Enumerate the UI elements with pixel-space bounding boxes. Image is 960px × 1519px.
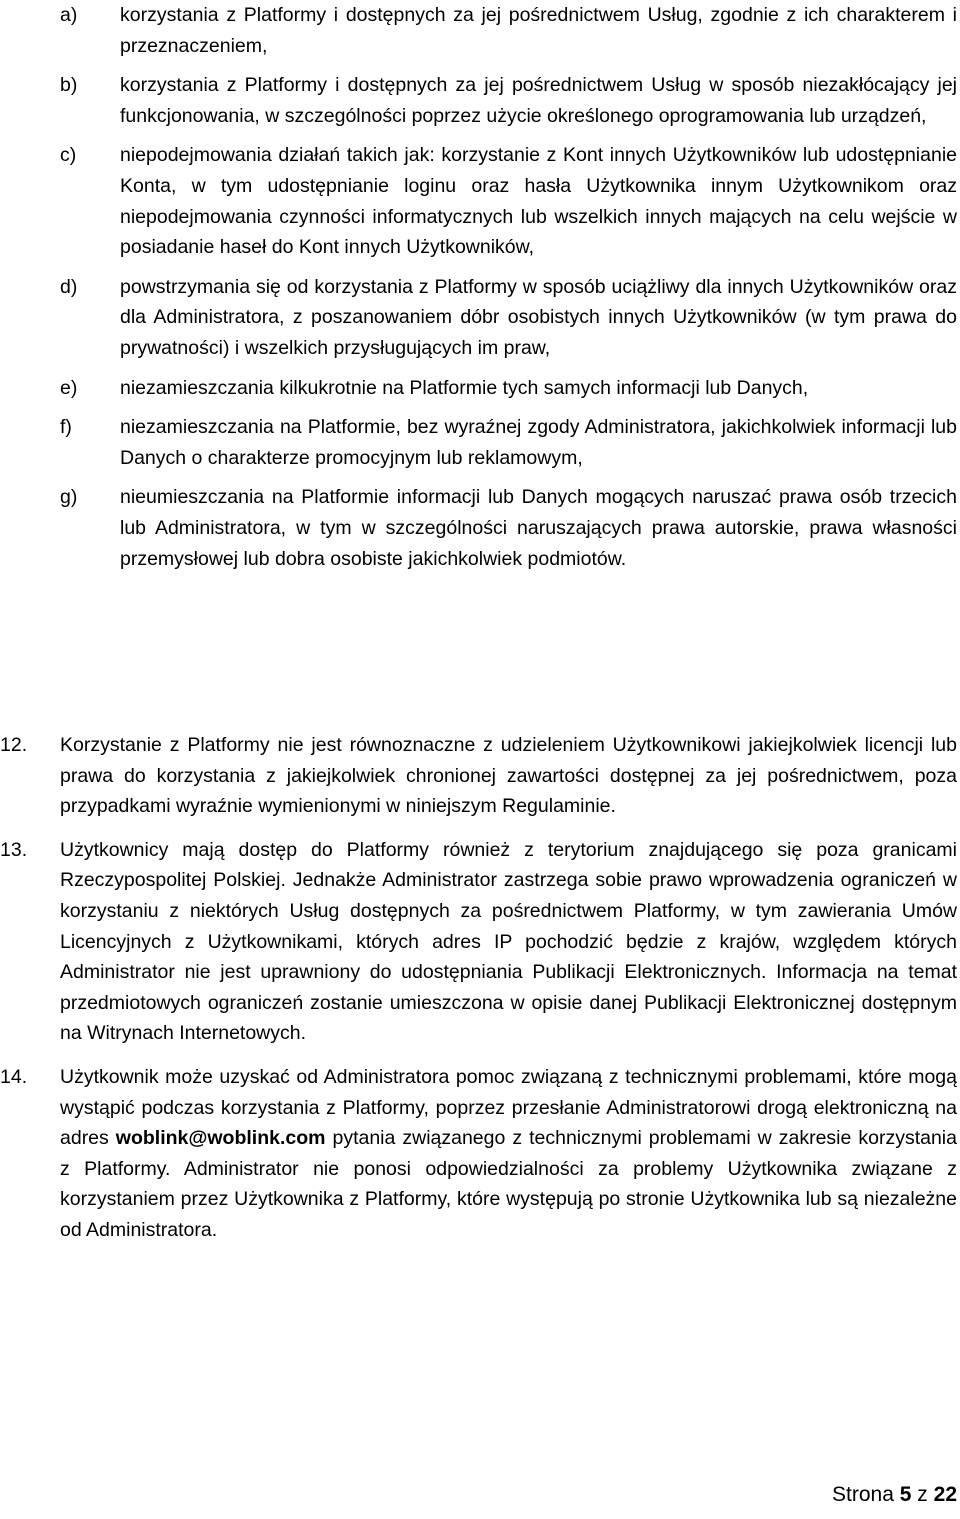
section-number: 14. bbox=[0, 1065, 28, 1088]
list-item-g bbox=[60, 482, 957, 574]
list-item-text: niezamieszczania kilkukrotnie na Platformie tych samych informacji lub Danych, bbox=[120, 376, 809, 399]
list-item-b bbox=[60, 70, 957, 131]
section-number: 13. bbox=[0, 838, 28, 861]
section-text: Korzystanie z Platformy nie jest równoznaczne z udzieleniem Użytkownikowi jakiejkolwiek licencji lub prawa do korzystania z jakiejkolwiek chronionej zawartości dostępnej za jej pośrednictwem, poza przypadkami wyraźnie wymienionymi w niniejszym Regulaminie. bbox=[60, 734, 957, 818]
section-text: Użytkownicy mają dostęp do Platformy również z terytorium znajdującego się poza granicami Rzeczypospolitej Polskiej. Jednakże Administrator zastrzega sobie prawo wprowadzenia ograniczeń w korzystaniu z niektórych Usług dostępnych za pośrednictwem Platformy, w tym zawierania Umów Licencyjnych z Użytkownikami, których adres IP pochodzić będzie z krajów, względem których Administrator nie jest uprawniony do udostępniania Publikacji Elektronicznych. Informacja na temat przedmiotowych ograniczeń zostanie umieszczona w opisie danej Publikacji Elektronicznej dostępnym na Witrynach Internetowych. bbox=[60, 838, 957, 1045]
section-12 bbox=[0, 730, 957, 822]
page-separator: z bbox=[917, 1483, 928, 1506]
list-marker: b) bbox=[60, 74, 78, 97]
list-item-text: powstrzymania się od korzystania z Platformy w sposób uciążliwy dla innych Użytkowników oraz dla Administratora, z poszanowaniem dóbr osobistych innych Użytkowników (w tym prawa do prywatności) i wszelkich przysługujących im praw, bbox=[120, 275, 957, 359]
page-label: Strona bbox=[832, 1483, 894, 1506]
list-marker: g) bbox=[60, 486, 78, 509]
list-item-a bbox=[60, 0, 957, 61]
numbered-list bbox=[0, 730, 957, 1259]
section-text-after: pytania związanego z technicznymi problemami w zakresie korzystania z Platformy. Administrator nie ponosi odpowiedzialności za problemy Użytkownika związane z korzystaniem przez Użytkownika z Platformy, które występują po stronie Użytkownika lub są niezależne od Administratora. bbox=[60, 1127, 957, 1241]
section-13 bbox=[0, 835, 957, 1049]
list-marker: f) bbox=[60, 416, 72, 439]
list-marker: a) bbox=[60, 4, 78, 26]
list-item-d bbox=[60, 272, 957, 364]
list-item-text: niezamieszczania na Platformie, bez wyraźnej zgody Administratora, jakichkolwiek informacji lub Danych o charakterze promocyjnym lub reklamowym, bbox=[120, 416, 957, 469]
list-item-text: korzystania z Platformy i dostępnych za jej pośrednictwem Usług, zgodnie z ich charakterem i przeznaczeniem, bbox=[120, 4, 957, 57]
section-number: 12. bbox=[0, 734, 28, 756]
section-14 bbox=[0, 1062, 957, 1246]
email-link[interactable]: woblink@woblink.com bbox=[115, 1127, 326, 1150]
total-page-number: 22 bbox=[933, 1483, 957, 1506]
list-marker: e) bbox=[60, 376, 78, 399]
list-marker: c) bbox=[60, 144, 77, 167]
list-item-e bbox=[60, 373, 957, 404]
list-item-f bbox=[60, 412, 957, 473]
current-page-number: 5 bbox=[899, 1483, 912, 1506]
lettered-list bbox=[60, 0, 957, 583]
page-number-footer bbox=[832, 1480, 957, 1510]
list-item-text: niepodejmowania działań takich jak: korzystanie z Kont innych Użytkowników lub udostępnianie Konta, w tym udostępnianie loginu oraz hasła Użytkownika innym Użytkownikom oraz niepodejmowania czynności informatycznych lub wszelkich innych mających na celu wejście w posiadanie haseł do Kont innych Użytkowników, bbox=[120, 144, 957, 259]
list-item-text: korzystania z Platformy i dostępnych za jej pośrednictwem Usług w sposób niezakłócający jej funkcjonowania, w szczególności poprzez użycie określonego oprogramowania lub urządzeń, bbox=[120, 74, 957, 127]
section-text-before: Użytkownik może uzyskać od Administratora pomoc związaną z technicznymi problemami, które mogą wystąpić podczas korzystania z Platformy, poprzez przesłanie Administratorowi drogą elektroniczną na adres bbox=[60, 1065, 957, 1150]
list-item-c bbox=[60, 140, 957, 262]
list-marker: d) bbox=[60, 275, 78, 298]
list-item-text: nieumieszczania na Platformie informacji lub Danych mogących naruszać prawa osób trzecich lub Administratora, w tym w szczególności naruszających prawa autorskie, prawa własności przemysłowej lub dobra osobiste jakichkolwiek podmiotów. bbox=[120, 486, 957, 570]
